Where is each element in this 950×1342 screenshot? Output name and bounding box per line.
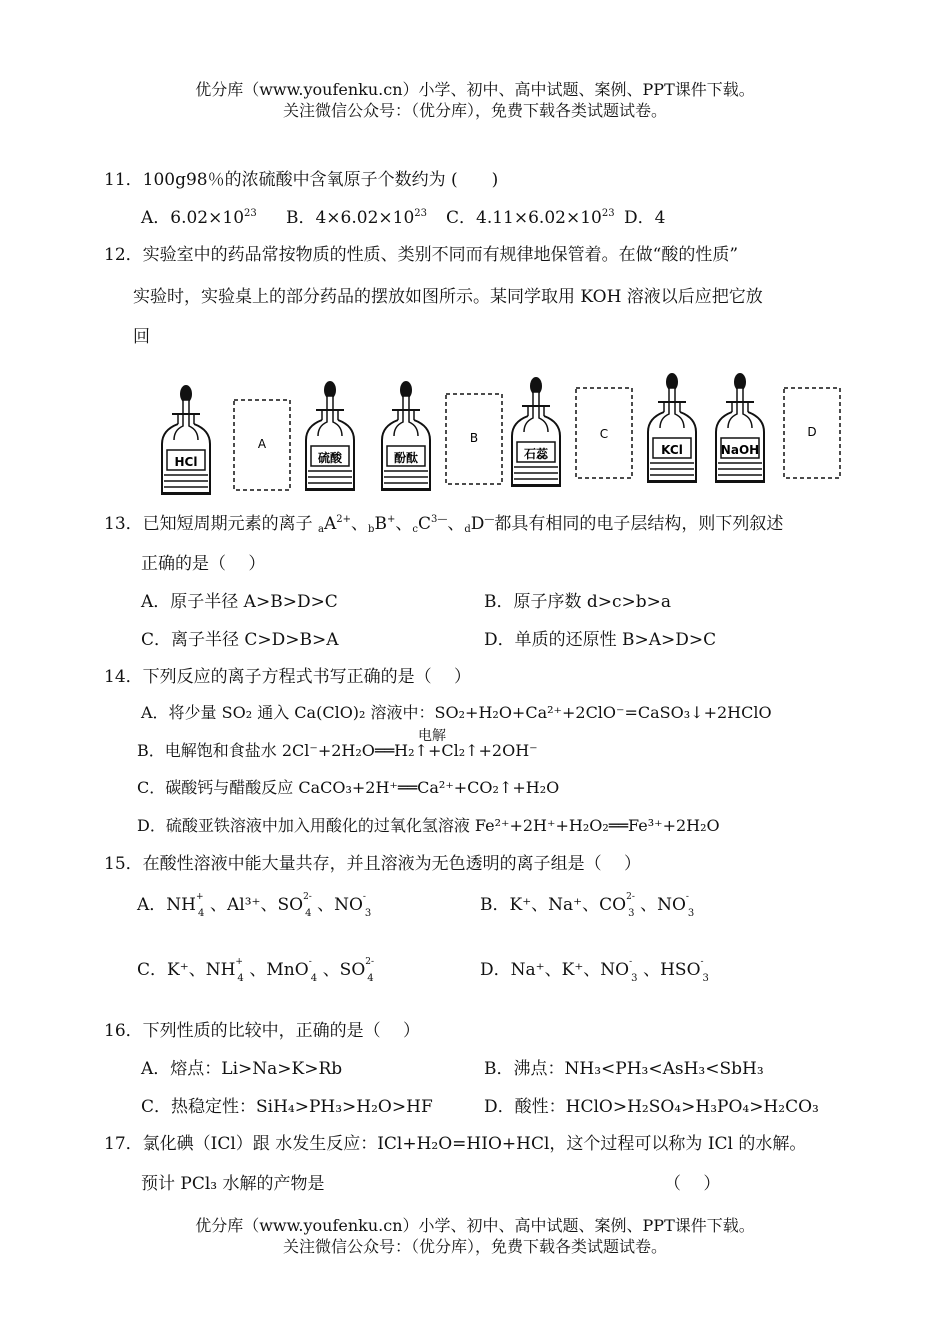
- q14-option-d: D．硫酸亚铁溶液中加入用酸化的过氧化氢溶液 Fe²⁺+2H⁺+H₂O₂══Fe³⁺+2H₂O: [137, 816, 720, 835]
- box-label-c: C: [599, 427, 609, 441]
- q14-option-c: C．碳酸钙与醋酸反应 CaCO₃+2H⁺══Ca²⁺+CO₂↑+H₂O: [137, 778, 560, 797]
- q15-option-a: A．NH + 4 、Al³⁺、SO 2- 4 、NO - 3: [137, 892, 372, 919]
- q16-option-c: C．热稳定性：SiH₄>PH₃>H₂O>HF: [141, 1097, 433, 1117]
- q16-option-d: D．酸性：HClO>H₂SO₄>H₃PO₄>H₂CO₃: [484, 1097, 819, 1117]
- header-line-1: 优分库（www.youfenku.cn）小学、初中、高中试题、案例、PPT课件下载。: [195, 80, 755, 99]
- bottle-label-litmus: 石蕊: [523, 447, 549, 461]
- q16-option-b: B．沸点：NH₃<PH₃<AsH₃<SbH₃: [484, 1059, 764, 1079]
- q14-electrolysis-condition: 电解: [418, 728, 446, 744]
- footer-line-2: 关注微信公众号：（优分库），免费下载各类试题试卷。: [282, 1237, 667, 1256]
- bottle-label-sulfuric-acid: 硫酸: [317, 451, 343, 465]
- q15-stem: 15．在酸性溶液中能大量共存，并且溶液为无色透明的离子组是（ ）: [104, 854, 642, 874]
- q14-stem: 14．下列反应的离子方程式书写正确的是（ ）: [104, 667, 472, 687]
- bottle-hcl: [162, 385, 210, 495]
- q14-option-b: B．电解饱和食盐水 2Cl⁻+2H₂O══H₂↑+Cl₂↑+2OH⁻: [137, 741, 538, 760]
- bottle-label-phenolphthalein: 酚酞: [393, 451, 419, 465]
- reagent-shelf-figure: [150, 368, 850, 500]
- q11-option-c: C．$4.11\times 6.02\times 10^{23}$: [446, 208, 615, 228]
- bottle-sulfuric-acid: [306, 381, 354, 491]
- q13-option-a: A．原子半径 A>B>D>C: [141, 592, 338, 612]
- q15-option-c: C．K⁺、NH + 4 、MnO - 4 、SO 2- 4: [137, 957, 375, 984]
- q13-stem: 13．已知短周期元素的离子 $_aA^{2+}$、$_b$B+、$_cC^{3—}$、$_d$D—都具有相同的电子层结构，则下列叙述: [104, 514, 784, 535]
- q12-line-2: 实验时，实验桌上的部分药品的摆放如图所示。某同学取用 KOH 溶液以后应把它放: [133, 287, 763, 307]
- q12-line-1: 12．实验室中的药品常按物质的性质、类别不同而有规律地保管着。在做“酸的性质”: [104, 245, 739, 265]
- bottle-kcl: [648, 373, 696, 483]
- box-label-a: A: [257, 437, 267, 451]
- q16-stem: 16．下列性质的比较中，正确的是（ ）: [104, 1021, 421, 1041]
- q11-option-a: A．$6.02\times 10^{23}$: [141, 208, 257, 228]
- q13-option-d: D．单质的还原性 B>A>D>C: [484, 630, 717, 650]
- q14-option-a: A．将少量 SO₂ 通入 Ca(ClO)₂ 溶液中：SO₂+H₂O+Ca²⁺+2ClO⁻=CaSO₃↓+2HClO: [141, 703, 772, 722]
- q12-line-3: 回: [133, 327, 150, 347]
- q15-option-b: B．K⁺、Na⁺、CO 2- 3 、NO - 3: [480, 892, 695, 919]
- bottle-litmus: [512, 377, 560, 487]
- q15-option-d: D．Na⁺、K⁺、NO - 3 、HSO - 3: [480, 957, 709, 984]
- q17-answer-paren: （ ）: [664, 1174, 721, 1194]
- bottle-label-naoh: NaOH: [720, 443, 760, 457]
- q17-line-1: 17．氯化碘（ICl）跟 水发生反应：ICl+H₂O=HIO+HCl，这个过程可以称为 ICl 的水解。: [104, 1134, 807, 1154]
- q11-option-b: B．$4\times 6.02\times 10^{23}$: [286, 208, 428, 228]
- q13-option-b: B．原子序数 d>c>b>a: [484, 592, 672, 612]
- footer-line-1: 优分库（www.youfenku.cn）小学、初中、高中试题、案例、PPT课件下载。: [195, 1216, 755, 1235]
- box-label-b: B: [469, 431, 479, 445]
- q13-line-2: 正确的是（ ）: [141, 554, 266, 574]
- q11-option-d: D．4: [624, 208, 666, 228]
- q16-option-a: A．熔点：Li>Na>K>Rb: [141, 1059, 343, 1079]
- bottle-label-hcl: HCl: [174, 455, 198, 469]
- q11-stem: 11．100g98％的浓硫酸中含氧原子个数约为 ( ): [104, 170, 499, 190]
- q13-option-c: C．离子半径 C>D>B>A: [141, 630, 339, 650]
- box-label-d: D: [807, 425, 817, 439]
- q17-line-2: 预计 PCl₃ 水解的产物是: [141, 1174, 325, 1194]
- bottle-naoh: [716, 373, 764, 483]
- header-line-2: 关注微信公众号：（优分库），免费下载各类试题试卷。: [282, 101, 667, 120]
- bottle-label-kcl: KCl: [661, 443, 683, 457]
- bottle-phenolphthalein: [382, 381, 430, 491]
